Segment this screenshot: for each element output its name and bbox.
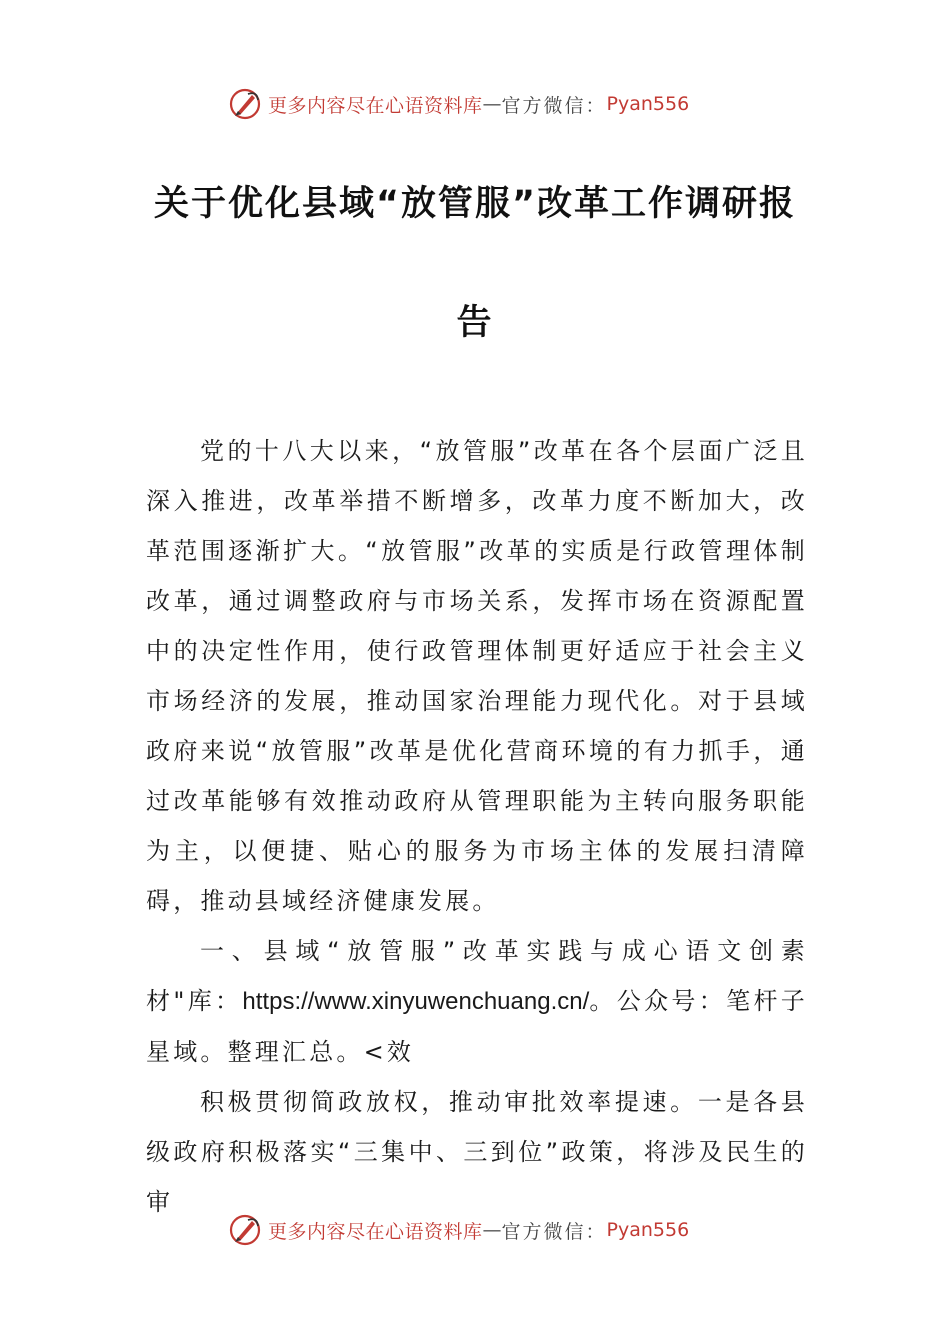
section-heading-tail: 。公众号：笔杆子星域。整理汇总。<效	[146, 987, 808, 1066]
watermark-contact-label: 官方微信：	[501, 1220, 607, 1243]
watermark-slogan: 更多内容尽在心语资料库	[268, 94, 483, 117]
paragraph-section-heading	[146, 926, 808, 1077]
paragraph-simplify-administration: 积极贯彻简政放权，推动审批效率提速。一是各县级政府积极落实“三集中、三到位”政策，将涉及民生的审	[146, 1088, 808, 1216]
header-watermark-banner	[228, 84, 728, 124]
quill-pen-logo-icon	[228, 87, 262, 121]
document-title-line-2: 告	[456, 303, 494, 343]
watermark-slogan: 更多内容尽在心语资料库	[268, 1220, 483, 1243]
watermark-contact-label: 官方微信：	[501, 94, 607, 117]
footer-watermark-banner	[228, 1210, 728, 1250]
section-heading-text: 一、县域“放管服”改革实践与成心语文创素材"库：	[146, 937, 808, 1015]
paragraph-intro: 党的十八大以来，“放管服”改革在各个层面广泛且深入推进，改革举措不断增多，改革力度不断加大，改革范围逐渐扩大。“放管服”改革的实质是行政管理体制改革，通过调整政府与市场关系，发挥市场在资源配置中的决定性作用，使行政管理体制更好适应于社会主义市场经济的发展，推动国家治理能力现代化。对于县域政府来说“放管服”改革是优化营商环境的有力抓手，通过改革能够有效推动政府从管理职能为主转向服务职能为主，以便捷、贴心的服务为市场主体的发展扫清障碍，推动县域经济健康发展。	[146, 437, 808, 915]
watermark-wechat-id: Pyan556	[606, 93, 690, 115]
quill-pen-logo-icon	[228, 1213, 262, 1247]
watermark-wechat-id: Pyan556	[606, 1219, 690, 1241]
document-title-line-1: 关于优化县域“放管服”改革工作调研报	[153, 184, 796, 224]
watermark-dash: —	[482, 93, 502, 115]
library-url-link[interactable]: https://www.xinyuwenchuang.cn/	[242, 988, 590, 1015]
watermark-dash: —	[482, 1219, 502, 1241]
document-body	[146, 426, 808, 1227]
